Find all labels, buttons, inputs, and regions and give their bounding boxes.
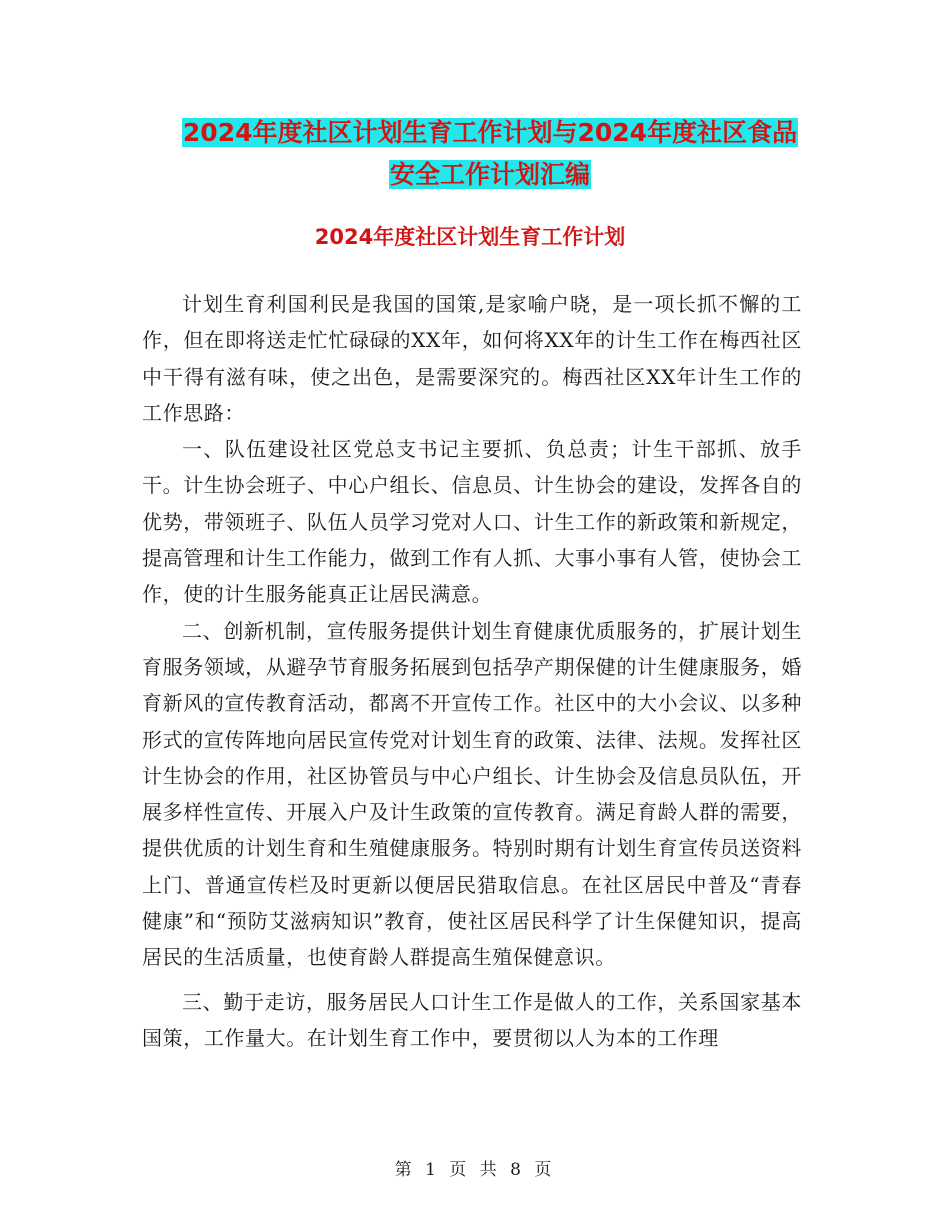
document-body [142,286,802,1056]
title-line-1: 2024年度社区计划生育工作计划与2024年度社区食品 [182,118,798,147]
paragraph-team-building: 一、队伍建设社区党总支书记主要抓、负总责；计生干部抓、放手干。计生协会班子、中心户组长、信息员、计生协会的建设，发挥各自的优势，带领班子、队伍人员学习党对人口、计生工作的新政策和新规定，提高管理和计生工作能力，做到工作有人抓、大事小事有人管，使协会工作，使的计生服务能真正让居民满意。 [142,437,802,607]
page-number-footer: 第 1 页 共 8 页 [394,1160,556,1180]
paragraph-visits: 三、勤于走访，服务居民人口计生工作是做人的工作，关系国家基本国策，工作量大。在计划生育工作中，要贯彻以人为本的工作理 [142,989,802,1050]
document-title [140,112,840,196]
paragraph-innovation: 二、创新机制，宣传服务提供计划生育健康优质服务的，扩展计划生育服务领域，从避孕节育服务拓展到包括孕产期保健的计生健康服务，婚育新风的宣传教育活动，都离不开宣传工作。社区中的大小会议、以多种形式的宣传阵地向居民宣传党对计划生育的政策、法律、法规。发挥社区计生协会的作用，社区协管员与中心户组长、计生协会及信息员队伍，开展多样性宣传、开展入户及计生政策的宣传教育。满足育龄人群的需要，提供优质的计划生育和生殖健康服务。特别时期有计划生育宣传员送资料上门、普通宣传栏及时更新以便居民猎取信息。在社区居民中普及“青春健康”和“预防艾滋病知识”教育，使社区居民科学了计生保健知识，提高居民的生活质量，也使育龄人群提高生殖保健意识。 [142,618,802,970]
title-line-2: 安全工作计划汇编 [389,160,590,189]
section-title: 2024年度社区计划生育工作计划 [314,225,626,249]
paragraph-intro: 计划生育利国利民是我国的国策,是家喻户晓，是一项长抓不懈的工作，但在即将送走忙忙碌碌的XX年，如何将XX年的计生工作在梅西社区中干得有滋有味，使之出色，是需要深究的。梅西社区XX年计生工作的工作思路： [142,292,802,425]
